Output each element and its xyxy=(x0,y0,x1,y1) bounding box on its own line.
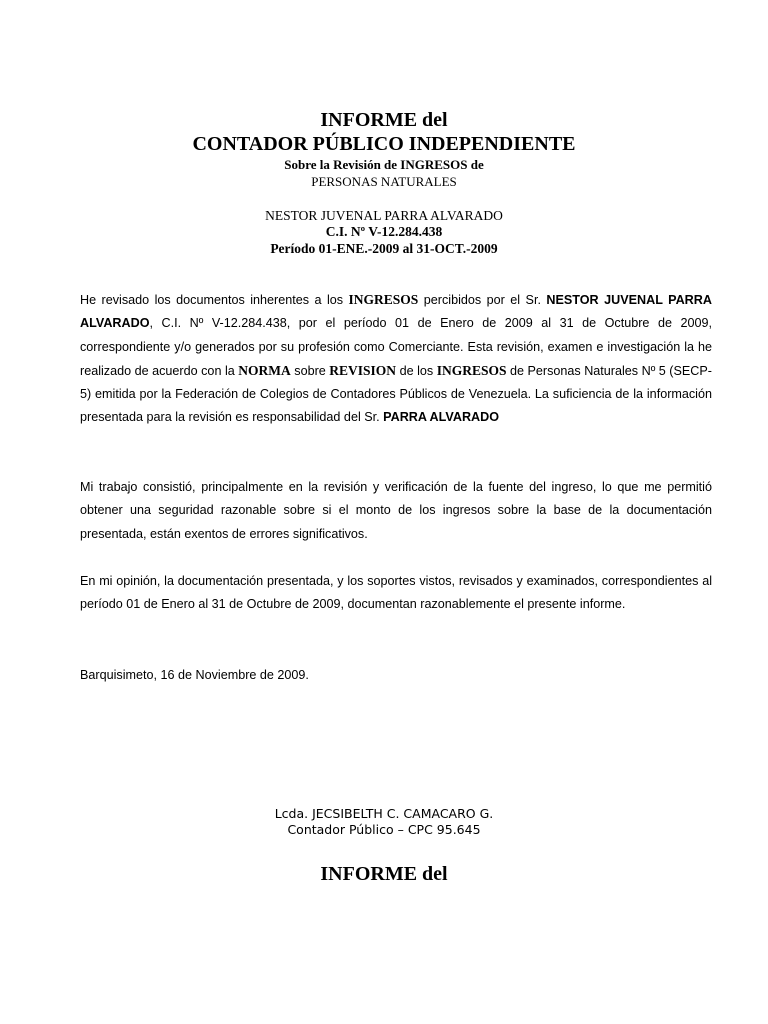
emphasis-text: REVISION xyxy=(329,362,397,378)
paragraph-work: Mi trabajo consistió, principalmente en la revisión y verificación de la fuente del ingreso, lo que me permitió obtener una seguridad razonable sobre si el monto de los ingresos sobre la base de la documentación presentada, están exentos de errores significativos. xyxy=(80,480,712,541)
subject-id: C.I. Nº V-12.284.438 xyxy=(325,224,443,239)
emphasis-text: INGRESOS xyxy=(436,362,507,378)
paragraph-text: , C.I. Nº V-12.284.438, por el período 01 de Enero de 2009 al 31 de Octubre de 2009, correspondiente y/o generados por su profesión como Comerciante. Esta revisión, examen e investigación la he realizado de acuerdo con la xyxy=(80,316,712,378)
paragraph-opinion: En mi opinión, la documentación presentada, y los soportes vistos, revisados y examinados, correspondientes al período 01 de Enero al 31 de Octubre de 2009, documentan razonablemente el presente informe. xyxy=(80,574,712,612)
paragraph-text: He revisado los documentos inherentes a los xyxy=(80,293,349,307)
paragraph-text: percibidos por el Sr. xyxy=(418,293,547,307)
paragraph-review xyxy=(80,288,712,430)
paragraph-text: de los xyxy=(396,363,437,378)
next-page-title: INFORME del xyxy=(320,863,448,885)
emphasis-text: PARRA ALVARADO xyxy=(383,410,500,425)
signature-name: Lcda. JECSIBELTH C. CAMACARO G. xyxy=(274,806,494,821)
emphasis-text: INGRESOS xyxy=(348,292,419,307)
document-title-line2: CONTADOR PÚBLICO INDEPENDIENTE xyxy=(192,133,576,155)
place-date: Barquisimeto, 16 de Noviembre de 2009. xyxy=(80,668,309,682)
document-title-line1: INFORME del xyxy=(320,109,448,131)
signature-title: Contador Público – CPC 95.645 xyxy=(287,822,481,837)
emphasis-text: NESTOR JUVENAL PARRA ALVARADO xyxy=(80,293,712,331)
paragraph-text: de Personas Naturales Nº 5 (SECP-5) emitida por la Federación de Colegios de Contadores Públicos de Venezuela. La suficiencia de la información presentada para la revisión es responsabilidad del Sr. xyxy=(80,363,712,425)
subject-period: Período 01-ENE.-2009 al 31-OCT.-2009 xyxy=(270,241,498,256)
subject-name: NESTOR JUVENAL PARRA ALVARADO xyxy=(265,208,503,223)
paragraph-text: sobre xyxy=(290,363,330,378)
emphasis-text: NORMA xyxy=(238,362,291,378)
document-subtitle-line1: Sobre la Revisión de INGRESOS de xyxy=(284,157,484,172)
document-subtitle-line2: PERSONAS NATURALES xyxy=(311,174,457,189)
